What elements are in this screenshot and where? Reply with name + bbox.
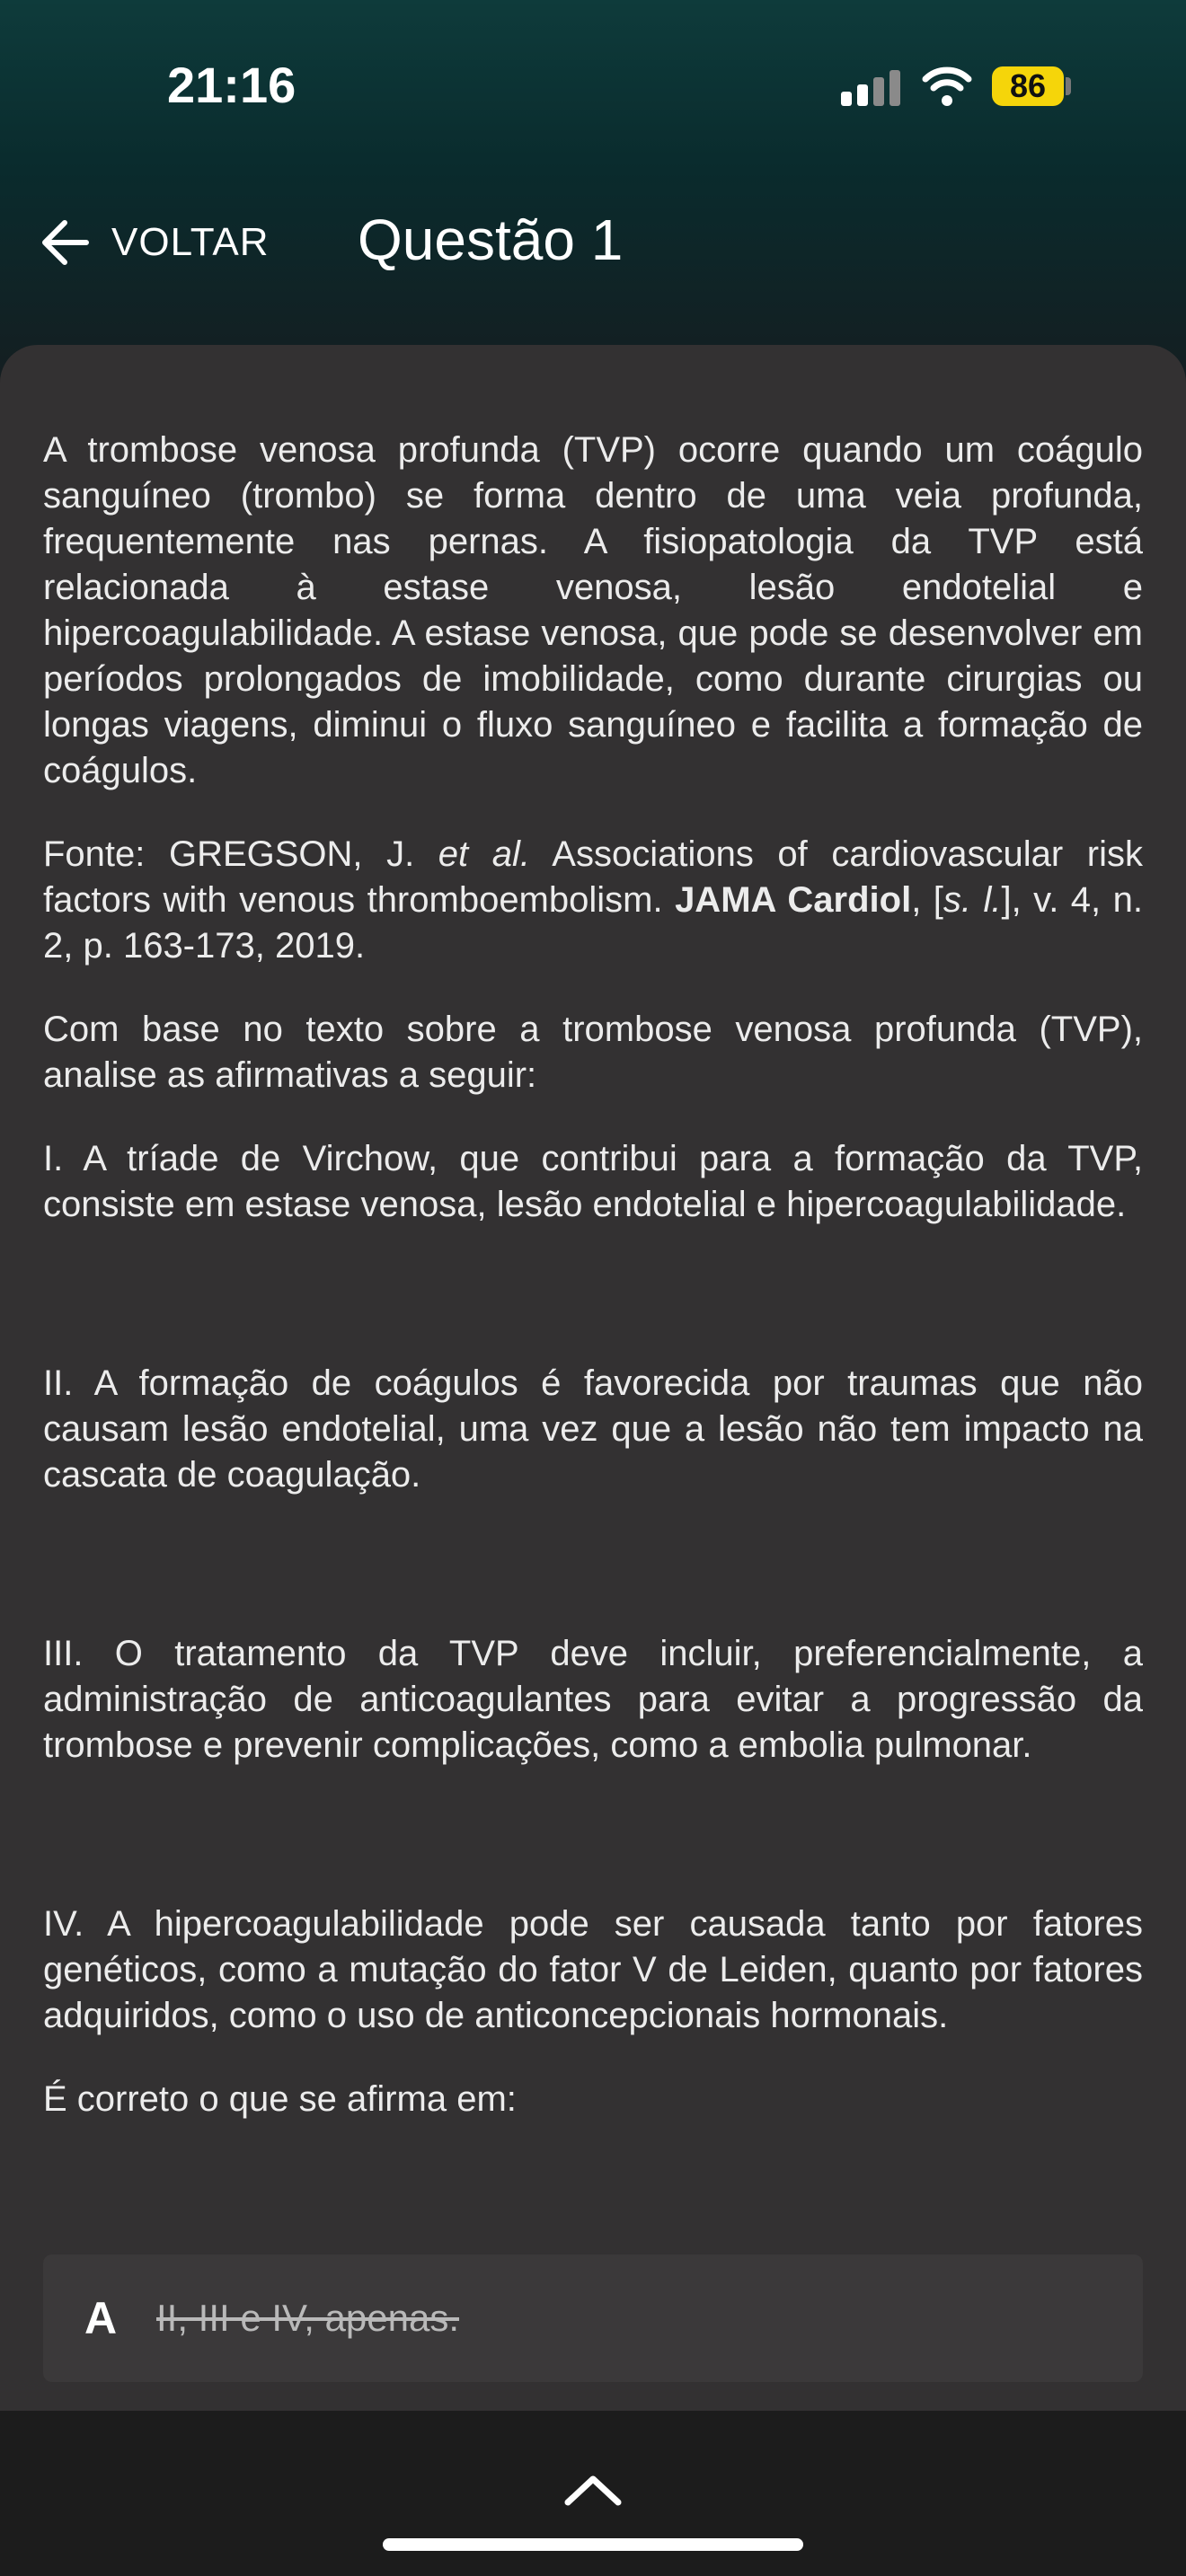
- page-title: Questão 1: [358, 207, 624, 272]
- statement-1: I. A tríade de Virchow, que contribui para a formação da TVP, consiste em estase venosa, lesão endotelial e hipercoagulabilidade.: [43, 1139, 1143, 1224]
- question-content: [43, 428, 1143, 2122]
- back-label: VOLTAR: [111, 220, 270, 264]
- answer-option-a[interactable]: [43, 2254, 1143, 2382]
- question-source: [43, 832, 1143, 969]
- home-indicator[interactable]: [383, 2538, 803, 2551]
- statement-2: II. A formação de coágulos é favorecida por traumas que não causam lesão endotelial, uma vez que a lesão não tem impacto na cascata de coagulação.: [43, 1363, 1143, 1495]
- back-button[interactable]: [40, 216, 270, 269]
- source-etal: et al.: [438, 834, 530, 874]
- source-sl: s. l.: [943, 880, 1002, 920]
- cellular-signal-icon: [841, 70, 900, 106]
- source-prefix: Fonte: GREGSON, J.: [43, 834, 438, 874]
- question-prompt: Com base no texto sobre a trombose venosa profunda (TVP), analise as afirmativas a seguir:: [43, 1010, 1143, 1095]
- source-tail: ], v. 4, n. 2, p. 163-173, 2019.: [43, 880, 1143, 966]
- question-intro: A trombose venosa profunda (TVP) ocorre quando um coágulo sanguíneo (trombo) se forma dentro de uma veia profunda, frequentemente nas pernas. A fisiopatologia da TVP está relacionada à estase venosa, lesão endotelial e hipercoagulabilidade. A estase venosa, que pode se desenvolver em períodos prolongados de imobilidade, como durante cirurgias ou longas viagens, diminui o fluxo sanguíneo e facilita a formação de coágulos.: [43, 430, 1143, 790]
- chevron-up-icon[interactable]: [562, 2472, 624, 2508]
- option-text: II, III e IV, apenas.: [156, 2297, 460, 2339]
- statement-4: IV. A hipercoagulabilidade pode ser causada tanto por fatores genéticos, como a mutação do fator V de Leiden, quanto por fatores adquiridos, como o uso de anticoncepcionais hormonais.: [43, 1904, 1143, 2035]
- wifi-icon: [922, 63, 972, 108]
- arrow-left-icon: [40, 217, 93, 268]
- question-conclusion: É correto o que se afirma em:: [43, 2079, 517, 2119]
- source-title: Associations of cardiovascular risk factors with venous thromboembolism.: [43, 834, 1143, 920]
- battery-level: 86: [992, 66, 1064, 106]
- source-journal: JAMA Cardiol: [675, 880, 912, 920]
- option-letter: A: [84, 2293, 118, 2343]
- source-bracket: , [: [911, 880, 943, 920]
- header: [0, 0, 1186, 377]
- battery-tip: [1066, 77, 1071, 95]
- statement-3: III. O tratamento da TVP deve incluir, preferencialmente, a administração de anticoagulantes para evitar a progressão da trombose e prevenir complicações, como a embolia pulmonar.: [43, 1634, 1143, 1765]
- status-time: 21:16: [167, 57, 296, 113]
